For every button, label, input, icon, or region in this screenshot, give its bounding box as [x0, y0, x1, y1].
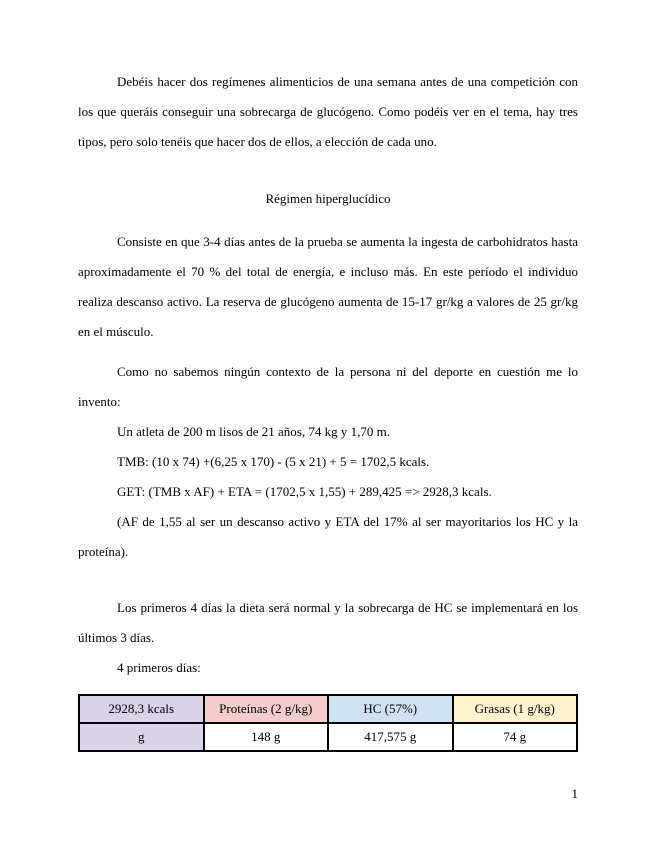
table-cell-grams-label: g — [79, 723, 204, 751]
tmb-formula-line: TMB: (10 x 74) +(6,25 x 170) - (5 x 21) + 5 = 1702,5 kcals. — [117, 454, 430, 469]
page-number: 1 — [571, 786, 578, 801]
description-paragraph: Consiste en que 3-4 días antes de la prueba se aumenta la ingesta de carbohidratos hasta aproximadamente el 70 % del total de energía, e incluso más. En este período el individuo realiza descanso activo. La reserva de glucógeno aumenta de 15-17 gr/kg a valores de 25 gr/kg en el músculo. — [78, 234, 578, 339]
table-cell-kcals-header: 2928,3 kcals — [79, 695, 204, 723]
table-cell-hc-header: HC (57%) — [328, 695, 453, 723]
first-days-label: 4 primeros días: — [117, 660, 201, 675]
table-cell-fats-value: 74 g — [453, 723, 578, 751]
macros-table-header-row — [79, 695, 577, 723]
context-paragraph: Como no sabemos ningún contexto de la persona ni del deporte en cuestión me lo invento: — [78, 364, 578, 409]
table-cell-hc-value: 417,575 g — [328, 723, 453, 751]
macros-table-values-row — [79, 723, 577, 751]
get-formula-line: GET: (TMB x AF) + ETA = (1702,5 x 1,55) + 289,425 => 2928,3 kcals. — [117, 484, 492, 499]
macros-table — [78, 694, 578, 752]
af-note-paragraph: (AF de 1,55 al ser un descanso activo y ETA del 17% al ser mayoritarios los HC y la proteína). — [78, 514, 578, 559]
document-body — [78, 67, 578, 752]
intro-paragraph: Debéis hacer dos regímenes alimenticios de una semana antes de una competición con los que queráis conseguir una sobrecarga de glucógeno. Como podéis ver en el tema, hay tres tipos, pero solo tenéis que hacer dos de ellos, a elección de cada uno. — [78, 74, 578, 149]
table-cell-fats-header: Grasas (1 g/kg) — [453, 695, 578, 723]
athlete-line: Un atleta de 200 m lisos de 21 años, 74 kg y 1,70 m. — [117, 424, 390, 439]
table-cell-proteins-value: 148 g — [204, 723, 329, 751]
section-heading: Régimen hiperglucídico — [265, 191, 391, 206]
table-cell-proteins-header: Proteínas (2 g/kg) — [204, 695, 329, 723]
plan-paragraph: Los primeros 4 días la dieta será normal y la sobrecarga de HC se implementará en los últimos 3 días. — [78, 600, 578, 645]
